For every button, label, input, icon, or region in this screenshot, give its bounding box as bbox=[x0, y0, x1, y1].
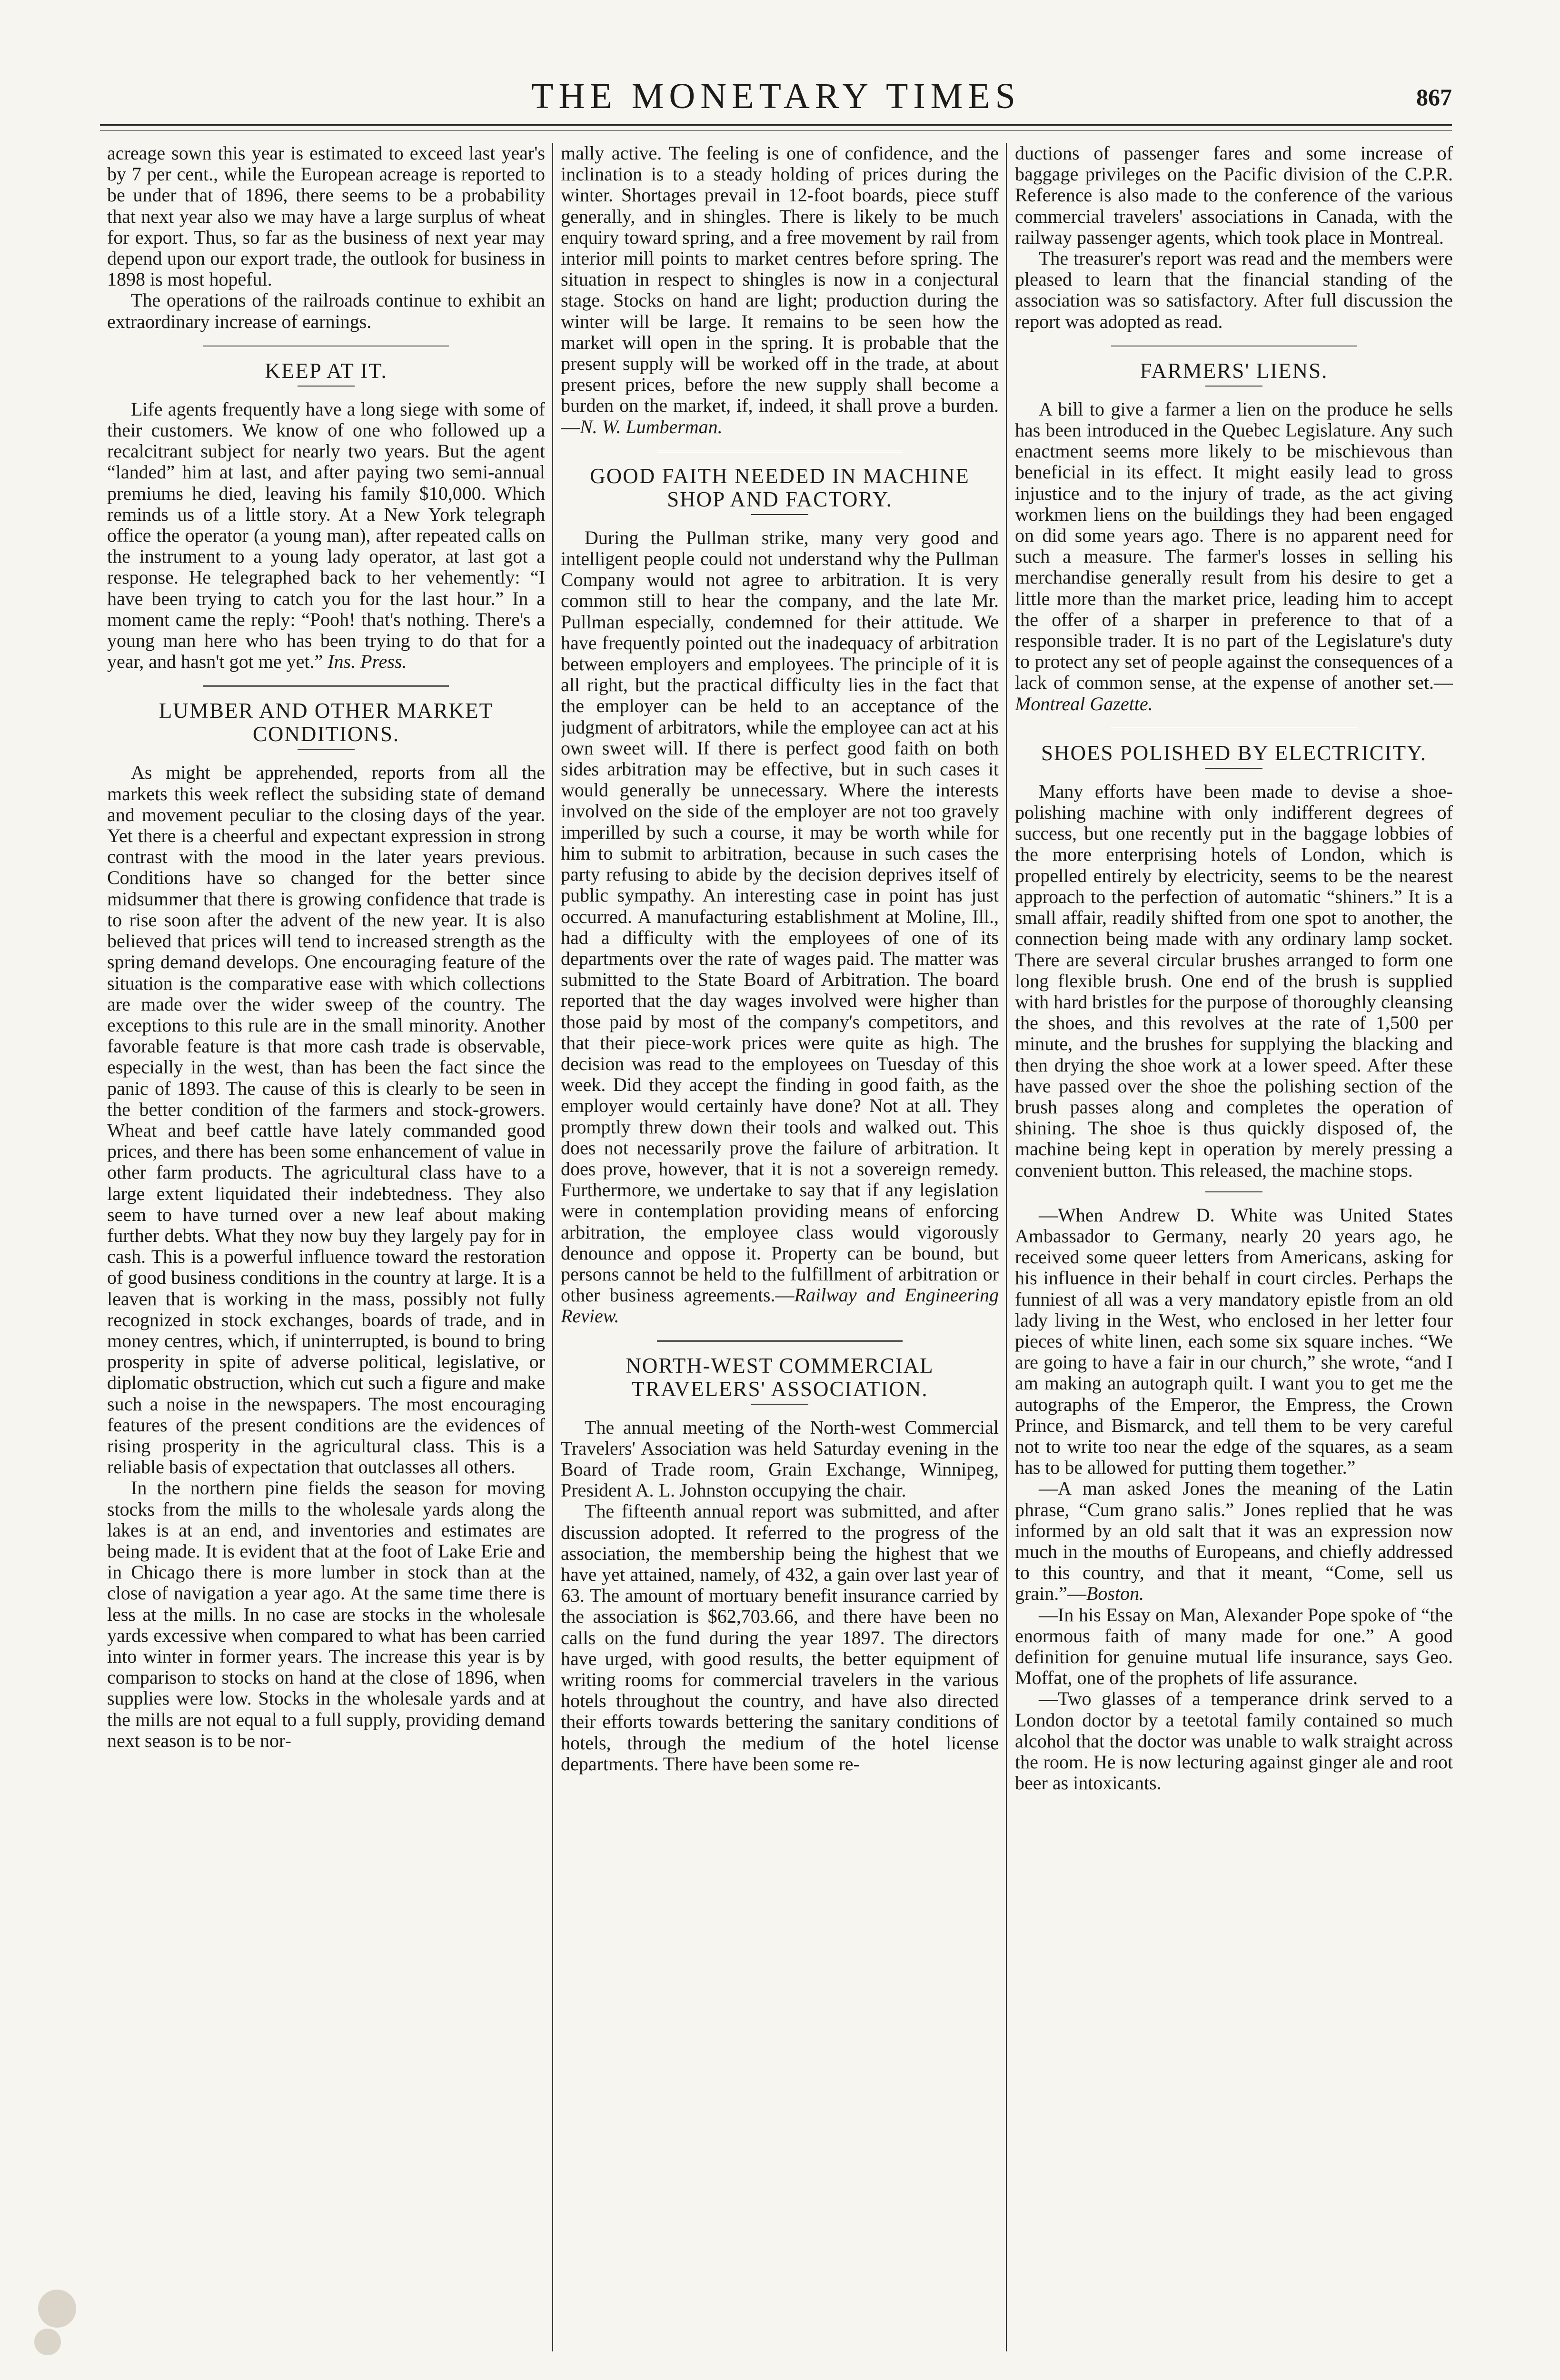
item-rule bbox=[1205, 1191, 1262, 1192]
news-item: —A man asked Jones the meaning of the Latin phrase, “Cum grano salis.” Jones replied that he was informed by an old salt that it was an expression now much in the mouths of Europeans, and chiefly addressed to this country, and that it meant, “Come, sell us grain.”—Boston. bbox=[1015, 1478, 1453, 1605]
section-divider bbox=[203, 346, 448, 347]
article-heading-lumber: LUMBER AND OTHER MARKET CONDITIONS. bbox=[159, 699, 494, 746]
article-heading-keep-at-it: KEEP AT IT. bbox=[265, 358, 388, 383]
paragraph: The treasurer's report was read and the members were pleased to learn that the financial standing of the association was so satisfactory. After full discussion the report was adopted as read. bbox=[1015, 248, 1453, 332]
article-text: A bill to give a farmer a lien on the produce he sells has been introduced in the Quebec Legislature. Any such enactment seems more likely to be mischievous than beneficial in its effect. It might easily lead to gross injustice and to the injury of trade, as the act giving workmen liens on the buildings they had been engaged on did some years ago. There is no apparent need for such a measure. The farmer's losses in selling his merchandise generally result from his desire to get a little more than the market price, leading him to accept the offer of a sharper in preference to that of a responsible trader. It is no part of the Legislature's duty to protect any set of people against the consequences of a lack of common sense, at the expense of another set. bbox=[1015, 398, 1453, 694]
publication-title: THE MONETARY TIMES bbox=[531, 76, 1021, 116]
column-divider bbox=[1006, 143, 1007, 2351]
article-body: A bill to give a farmer a lien on the produce he sells has been introduced in the Quebec Legislature. Any such enactment seems more likely to be mischievous than beneficial in its effect. It might easily lead to gross injustice and to the injury of trade, as the act giving workmen liens on the buildings they had been engaged on did some years ago. There is no apparent need for such a measure. The farmer's losses in selling his merchandise generally result from his desire to get a little more than the market price, leading him to accept the offer of a sharper in preference to that of a responsible trader. It is no part of the Legislature's duty to protect any set of people against the consequences of a lack of common sense, at the expense of another set.—Montreal Gazette. bbox=[1015, 398, 1453, 714]
article-continuation: ductions of passenger fares and some increase of baggage privileges on the Pacific division of the C.P.R. Reference is also made to the conference of the various commercial travelers' associations in Canada, with the railway passenger agents, which took place in Montreal. bbox=[1015, 143, 1453, 248]
article-text: During the Pullman strike, many very good and intelligent people could not understand why the Pullman Company would not agree to arbitration. It is very common still to hear the company, and the late Mr. Pullman especially, condemned for their attitude. We have frequently pointed out the inadequacy of arbitration between employers and employees. The principle of it is all right, but the practical difficulty lies in the fact that the employer can be held to an acceptance of the judgment of arbitrators, while the employee can act at his own sweet will. If there is perfect good faith on both sides arbitration may be effective, but in such cases it would generally be unnecessary. Where the interests involved on the side of the employer are not too gravely imperilled by such a course, it may be worth while for him to submit to arbitration, because in such cases the party refusing to abide by the decision deprives itself of public sympathy. An interesting case in point has just occurred. A manufacturing establishment at Moline, Ill., had a difficulty with the employees of one of its departments over the rate of wages paid. The matter was submitted to the State Board of Arbitration. The board reported that the day wages involved were higher than those paid by most of the company's competitors, and that their piece-work prices were quite as high. The decision was read to the employees on Tuesday of this week. Did they accept the finding in good faith, as the employer would certainly have done? Not at all. They promptly threw down their tools and walked out. This does not necessarily prove the failure of arbitration. It does prove, however, that it is not a sovereign remedy. Furthermore, we undertake to say that if any legislation were in contemplation providing means of enforcing arbitration, the employee class would vigorously denounce and oppose it. Property can be bound, but persons cannot be held to the fulfillment of arbitration or other business agreements. bbox=[561, 526, 999, 1306]
news-item: —When Andrew D. White was United States Ambassador to Germany, nearly 20 years ago, he received some queer letters from Americans, asking for his influence in their behalf in court circles. Perhaps the funniest of all was a very mandatory epistle from an old lady living in the West, who enclosed in her letter four pieces of white linen, each some six square inches. “We are going to have a fair in our church,” she wrote, “and I am making an autograph quilt. I want you to get me the autographs of the Emperor, the Empress, the Crown Prince, and Bismarck, and tell them to be very careful not to write too near the edge of the squares, as a seam has to be allowed for putting them together.” bbox=[1015, 1204, 1453, 1478]
article-text: Life agents frequently have a long siege with some of their customers. We know of one who followed up a recalcitrant subject for nearly two years. But the agent “landed” him at last, and after paying two semi-annual premiums he died, leaving his family $10,000. Which reminds us of a little story. At a New York telegraph office the operator (a young man), after repeated calls on the instrument to a young lady operator, at last got a response. He telegraphed back to her vehemently: “I have been trying to catch you for the last hour.” In a moment came the reply: “Pooh! that's nothing. There's a young man here who has been trying to do that for a year, and hasn't got me yet.” bbox=[107, 398, 545, 673]
column-3 bbox=[1015, 143, 1453, 2351]
heading-rule bbox=[751, 514, 808, 515]
section-divider bbox=[203, 685, 448, 687]
article-heading-shoes: SHOES POLISHED BY ELECTRICITY. bbox=[1041, 741, 1427, 765]
article-heading-good-faith: GOOD FAITH NEEDED IN MACHINE SHOP AND FACTORY. bbox=[590, 464, 970, 511]
heading-rule bbox=[298, 386, 355, 387]
section-divider bbox=[657, 1340, 902, 1342]
paragraph: Many efforts have been made to devise a shoe-polishing machine with only indifferent degrees of success, but one recently put in the baggage lobbies of the more enterprising hotels of London, which is propelled entirely by electricity, seems to be the nearest approach to the perfection of automatic “shiners.” It is a small affair, readily shifted from one spot to another, the connection being made with any ordinary lamp socket. There are several circular brushes arranged to form one long flexible brush. One end of the brush is supplied with hard bristles for the purpose of thoroughly cleansing the shoes, and this revolves at the rate of 1,500 per minute, and the brushes for supplying the blacking and then drying the shoe work at a lower speed. After these have passed over the shoe the polishing section of the brush passes along and completes the operation of shining. The shoe is thus quickly disposed of, the machine being kept in operation by merely pressing a convenient button. This released, the machine stops. bbox=[1015, 780, 1453, 1181]
heading-rule bbox=[1205, 768, 1262, 769]
article-text: —A man asked Jones the meaning of the Latin phrase, “Cum grano salis.” Jones replied that he was informed by an old salt that it was an expression now much in the mouths of Europeans, and chiefly addressed to this country, and that it meant, “Come, sell us grain.” bbox=[1015, 1478, 1453, 1605]
heading-rule bbox=[1205, 386, 1262, 387]
column-2 bbox=[561, 143, 999, 2351]
article-source: Boston. bbox=[1086, 1583, 1144, 1605]
article-heading-nw-travelers: NORTH-WEST COMMERCIAL TRAVELERS' ASSOCIATION. bbox=[626, 1353, 934, 1401]
news-item: —Two glasses of a temperance drink served to a London doctor by a teetotal family contained so much alcohol that the doctor was unable to walk straight across the room. He is now lecturing against ginger ale and root beer as intoxicants. bbox=[1015, 1688, 1453, 1794]
paragraph: The operations of the railroads continue to exhibit an extraordinary increase of earnings. bbox=[107, 289, 545, 332]
page-number: 867 bbox=[1416, 84, 1452, 110]
masthead-rule bbox=[100, 124, 1452, 126]
section-divider bbox=[657, 451, 902, 452]
news-item: —In his Essay on Man, Alexander Pope spoke of “the enormous faith of many made for one.” A good definition for genuine mutual life insurance, says Geo. Moffat, one of the prophets of life assurance. bbox=[1015, 1604, 1453, 1689]
section-divider bbox=[1111, 728, 1356, 729]
column-divider bbox=[552, 143, 553, 2351]
article-heading-farmers-liens: FARMERS' LIENS. bbox=[1140, 358, 1328, 383]
article-text: mally active. The feeling is one of confidence, and the inclination is to a steady holding of prices during the winter. Shortages prevail in 12-foot boards, piece stuff generally, and in shingles. There is likely to be much enquiry toward spring, and a free movement by rail from interior mill points to market centres before spring. The situation in respect to shingles is now in a conjectural stage. Stocks on hand are light; production during the winter will be large. It remains to be seen how the market will open in the spring. It is probable that the present supply will be worked off in the trade, at about present prices, before the new supply shall become a burden on the market, if, indeed, it shall prove a burden. bbox=[561, 143, 999, 416]
masthead bbox=[100, 76, 1452, 116]
article-source: Montreal Gazette. bbox=[1015, 693, 1153, 714]
paragraph: In the northern pine fields the season for moving stocks from the mills to the wholesale yards along the lakes is at an end, and inventories and estimates are being made. It is evident that at the foot of Lake Erie and in Chicago there is more lumber in stock than at the close of navigation a year ago. At the same time there is less at the mills. In no case are stocks in the wholesale yards excessive when compared to what has been carried into winter in former years. The increase this year is by comparison to stocks on hand at the close of 1896, when supplies were low. Stocks in the wholesale yards and at the mills are not equal to a full supply, providing demand next season is to be nor- bbox=[107, 1477, 545, 1751]
heading-rule bbox=[751, 1404, 808, 1405]
column-1 bbox=[107, 143, 545, 2351]
article-body bbox=[107, 399, 545, 673]
article-body: During the Pullman strike, many very good and intelligent people could not understand why the Pullman Company would not agree to arbitration. It is very common still to hear the company, and the late Mr. Pullman especially, condemned for their attitude. We have frequently pointed out the inadequacy of arbitration between employers and employees. The principle of it is all right, but the practical difficulty lies in the fact that the employer can be held to an acceptance of the judgment of arbitrators, while the employee can act at his own sweet will. If there is perfect good faith on both sides arbitration may be effective, but in such cases it would generally be unnecessary. Where the interests involved on the side of the employer are not too gravely imperilled by such a course, it may be worth while for him to submit to arbitration, because in such cases the party refusing to abide by the decision deprives itself of public sympathy. An interesting case in point has just occurred. A manufacturing establishment at Moline, Ill., had a difficulty with the employees of one of its departments over the rate of wages paid. The matter was submitted to the State Board of Arbitration. The board reported that the day wages involved were higher than those paid by most of the company's competitors, and that their piece-work prices were quite as high. The decision was read to the employees on Tuesday of this week. Did they accept the finding in good faith, as the employer would certainly have done? Not at all. They promptly threw down their tools and walked out. This does not necessarily prove the failure of arbitration. It does prove, however, that it is not a sovereign remedy. Furthermore, we undertake to say that if any legislation were in contemplation providing means of enforcing arbitration, the employee class would vigorously denounce and oppose it. Property can be bound, but persons cannot be held to the fulfillment of arbitration or other business agreements.—Railway and Engineering Review. bbox=[561, 526, 999, 1327]
masthead-rule-thin bbox=[100, 130, 1452, 131]
paragraph: The fifteenth annual report was submitted, and after discussion adopted. It referred to the progress of the association, the membership being the highest that we have yet attained, namely, of 432, a gain over last year of 63. The amount of mortuary benefit insurance carried by the association is $62,703.66, and there have been no calls on the fund during the year 1897. The directors have urged, with good results, the better equipment of writing rooms for commercial travelers in the various hotels throughout the country, and have also directed their efforts towards bettering the sanitary conditions of hotels, through the medium of the hotel license departments. There have been some re- bbox=[561, 1500, 999, 1775]
section-divider bbox=[1111, 346, 1356, 347]
heading-rule bbox=[298, 749, 355, 750]
paper-stain bbox=[29, 2271, 86, 2366]
article-source: Railway and Engineering Review. bbox=[561, 1284, 999, 1327]
article-continuation: acreage sown this year is estimated to exceed last year's by 7 per cent., while the European acreage is reported to be under that of 1896, there seems to be a probability that next year also we may have a large surplus of wheat for export. Thus, so far as the business of next year may depend upon our export trade, the outlook for business in 1898 is most hopeful. bbox=[107, 143, 545, 290]
article-source: Ins. Press. bbox=[328, 651, 407, 673]
paragraph: As might be apprehended, reports from all the markets this week reflect the subsiding state of demand and movement peculiar to the closing days of the year. Yet there is a cheerful and expectant expression in strong contrast with the mood in the later years previous. Conditions have so changed for the better since midsummer that there is growing confidence that trade is to rise soon after the advent of the new year. It is also believed that prices will tend to increased strength as the spring demand develops. One encouraging feature of the situation is the comparative ease with which collections are made over the wider sweep of the country. The exceptions to this rule are in the small minority. Another favorable feature is that more cash trade is observable, especially in the west, than has been the fact since the panic of 1893. The cause of this is clearly to be seen in the better condition of the farmers and stock-growers. Wheat and beef cattle have lately commanded good prices, and there has been some enhancement of value in other farm products. The agricultural class have to a large extent liquidated their indebtedness. They also seem to have turned over a new leaf about making further debts. What they now buy they largely pay for in cash. This is a powerful influence toward the restoration of good business conditions in the country at large. It is a leaven that is working in the mass, possibly not fully recognized in stock exchanges, boards of trade, and in money centres, which, if uninterrupted, is bound to bring prosperity in spite of adverse political, legislative, or diplomatic obstruction, which cut such a figure and make such a noise in the newspapers. The most encouraging features of the present conditions are the evidences of rising prosperity in the agricultural class. This is a reliable basis of expectation that outclasses all others. bbox=[107, 762, 545, 1478]
paragraph: The annual meeting of the North-west Commercial Travelers' Association was held Saturday evening in the Board of Trade room, Grain Exchange, Winnipeg, President A. L. Johnston occupying the chair. bbox=[561, 1416, 999, 1501]
article-continuation: mally active. The feeling is one of confidence, and the inclination is to a steady holding of prices during the winter. Shortages prevail in 12-foot boards, piece stuff generally, and in shingles. There is likely to be much enquiry toward spring, and a free movement by rail from interior mill points to market centres before spring. The situation in respect to shingles is now in a conjectural stage. Stocks on hand are light; production during the winter will be large. It remains to be seen how the market will open in the spring. It is probable that the present supply will be worked off in the trade, at about present prices, before the new supply shall become a burden on the market, if, indeed, it shall prove a burden.—N. W. Lumberman. bbox=[561, 143, 999, 437]
article-source: N. W. Lumberman. bbox=[580, 416, 723, 437]
